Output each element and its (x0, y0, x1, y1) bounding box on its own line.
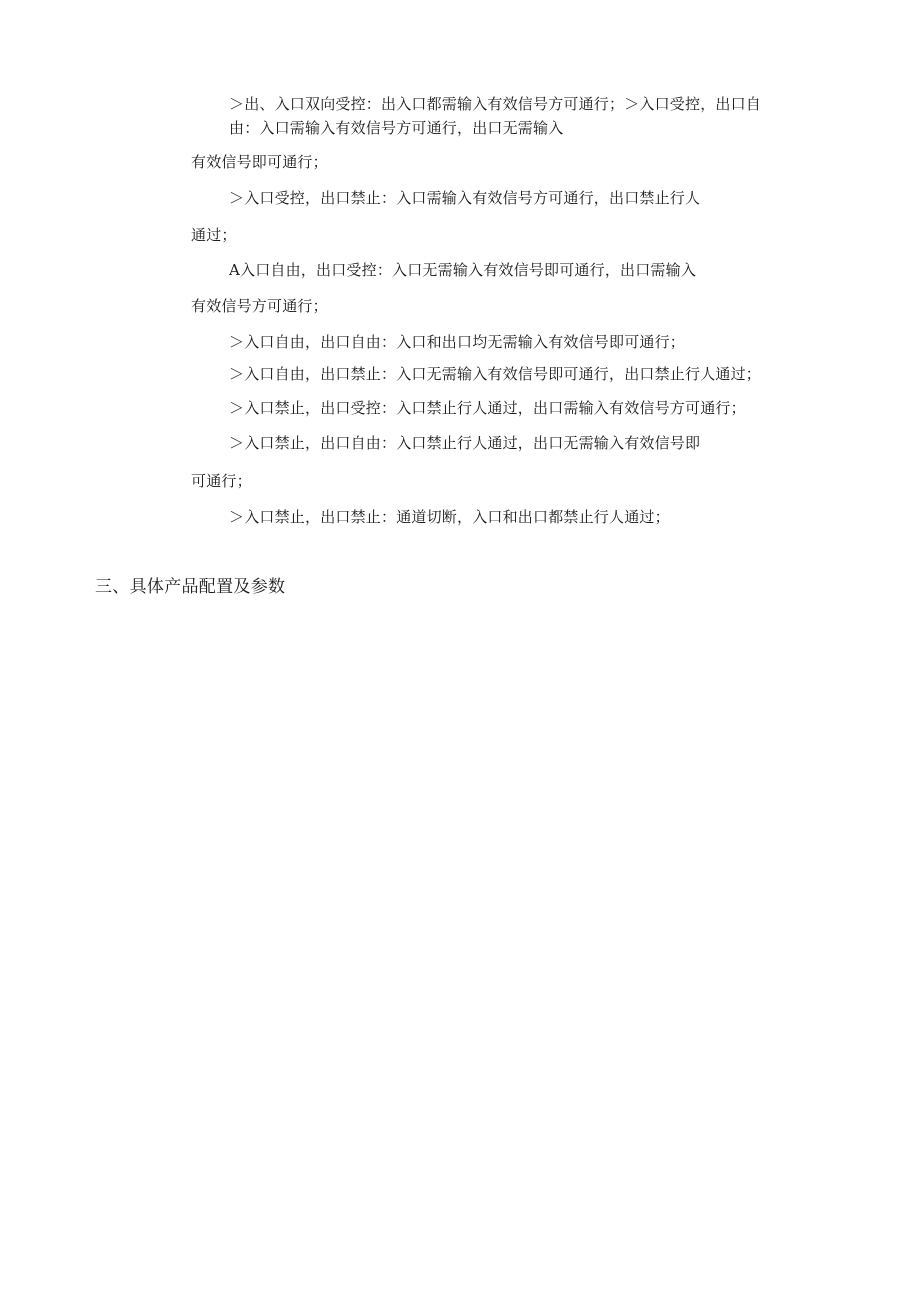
mode-entry-free-exit-controlled-line-1: A入口自由，出口受控：入口无需输入有效信号即可通行，出口需输入 (229, 261, 697, 279)
mode-entry-forbidden-exit-forbidden-line: ＞入口禁止，出口禁止：通道切断，入口和出口都禁止行人通过； (229, 508, 670, 526)
mode-entry-controlled-exit-forbidden-line-2: 通过； (191, 226, 237, 244)
mode-bidirectional-line-2: 由：入口需输入有效信号方可通行，出口无需输入 (229, 119, 564, 137)
section-heading: 三、具体产品配置及参数 (95, 577, 286, 597)
mode-entry-forbidden-exit-free-line-1: ＞入口禁止，出口自由：入口禁止行人通过，出口无需输入有效信号即 (229, 434, 701, 452)
mode-entry-forbidden-exit-controlled-line: ＞入口禁止，出口受控：入口禁止行人通过，出口需输入有效信号方可通行； (229, 399, 746, 417)
mode-bidirectional-line-3: 有效信号即可通行； (191, 153, 328, 171)
mode-entry-free-exit-free-line: ＞入口自由，出口自由：入口和出口均无需输入有效信号即可通行； (229, 333, 686, 351)
mode-entry-free-exit-controlled-line-2: 有效信号方可通行； (191, 297, 328, 315)
mode-entry-controlled-exit-forbidden-line-1: ＞入口受控，出口禁止：入口需输入有效信号方可通行，出口禁止行人 (229, 189, 701, 207)
mode-entry-free-exit-forbidden-line: ＞入口自由，出口禁止：入口无需输入有效信号即可通行，出口禁止行人通过； (229, 365, 762, 383)
mode-entry-forbidden-exit-free-line-2: 可通行； (191, 472, 252, 490)
mode-bidirectional-line-1: ＞出、入口双向受控：出入口都需输入有效信号方可通行；＞入口受控，出口自 (229, 95, 762, 113)
